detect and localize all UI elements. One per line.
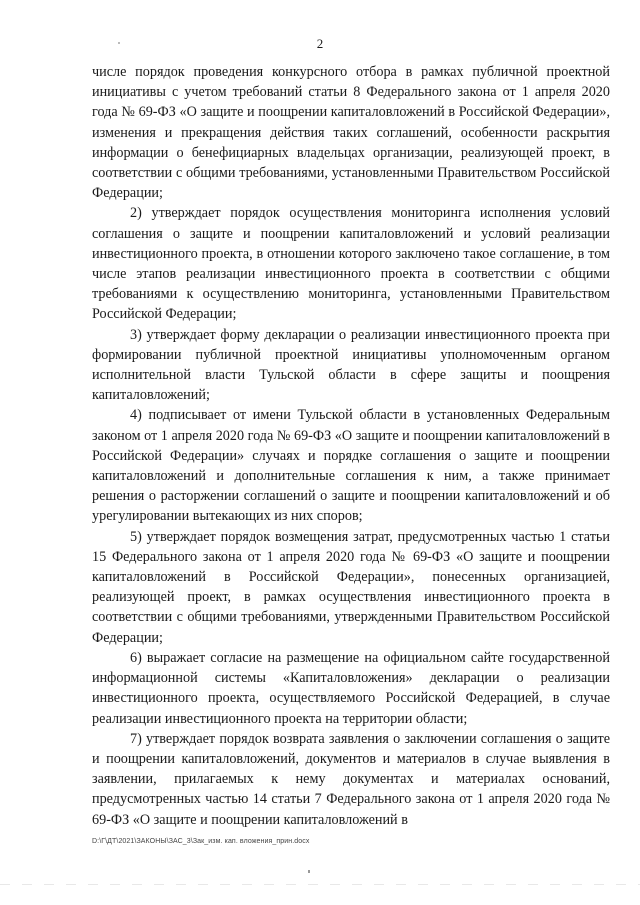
paragraph-6: 6) выражает согласие на размещение на официальном сайте государственной информационной системы «Капиталовложения» декларации о реализации инвестиционного проекта, осуществляемого Российской Федерацией, в случае реализации инвестиционного проекта на территории области; <box>92 649 610 727</box>
paragraph-3: 3) утверждает форму декларации о реализации инвестиционного проекта при формировании публичной проектной инициативы уполномоченным органом исполнительной власти Тульской области в сфере защиты и поощрения капиталовложений; <box>92 326 610 404</box>
paragraph-4: 4) подписывает от имени Тульской области в установленных Федеральным законом от 1 апреля 2020 года № 69-ФЗ «О защите и поощрении капиталовложений в Российской Федерации» случаях и порядке соглашения о защите и поощрении капиталовложений и дополнительные соглашения к ним, а также принимает решения о расторжении соглашений о защите и поощрении капиталовложений и об урегулировании вытекающих из них споров; <box>92 407 610 525</box>
scan-artifact-bottom <box>308 870 310 873</box>
document-body <box>92 62 610 830</box>
page-number: 2 <box>316 36 324 51</box>
paragraph-5: 5) утверждает порядок возмещения затрат, предусмотренных частью 1 статьи 15 Федерального закона от 1 апреля 2020 года № 69-ФЗ «О защите и поощрении капиталовложений в Российской Федерации», понесенных организацией, реализующей проект, в рамках осуществления инвестиционного проекта в соответствии с общими требованиями, утвержденными Правительством Российской Федерации; <box>92 528 610 646</box>
scan-edge-line <box>0 884 640 885</box>
paragraph-2: 2) утверждает порядок осуществления мониторинга исполнения условий соглашения о защите и поощрении капиталовложений и условий реализации инвестиционного проекта, в отношении которого заключено такое соглашение, в том числе этапов реализации инвестиционного проекта в соответствии с общими требованиями к осуществлению мониторинга, установленными Правительством Российской Федерации; <box>92 205 610 323</box>
file-path-footer: D:\Г\ДТ\2021\ЗАКОНЫ\ЗАС_3\Зак_изм. кап. вложения_прин.docx <box>92 838 310 845</box>
paragraph-7: 7) утверждает порядок возврата заявления о заключении соглашения о защите и поощрении капиталовложений, документов и материалов в случае выявления в заявлении, прилагаемых к нему документах и материалах оснований, предусмотренных частью 14 статьи 7 Федерального закона от 1 апреля 2020 года № 69-ФЗ «О защите и поощрении капиталовложений в <box>92 730 610 828</box>
paragraph-1: числе порядок проведения конкурсного отбора в рамках публичной проектной инициативы с учетом требований статьи 8 Федерального закона от 1 апреля 2020 года № 69-ФЗ «О защите и поощрении капиталовложений в Российской Федерации», изменения и прекращения действия таких соглашений, особенности раскрытия информации о бенефициарных владельцах организации, реализующей проект, в соответствии с общими требованиями, установленными Правительством Российской Федерации; <box>92 64 610 202</box>
